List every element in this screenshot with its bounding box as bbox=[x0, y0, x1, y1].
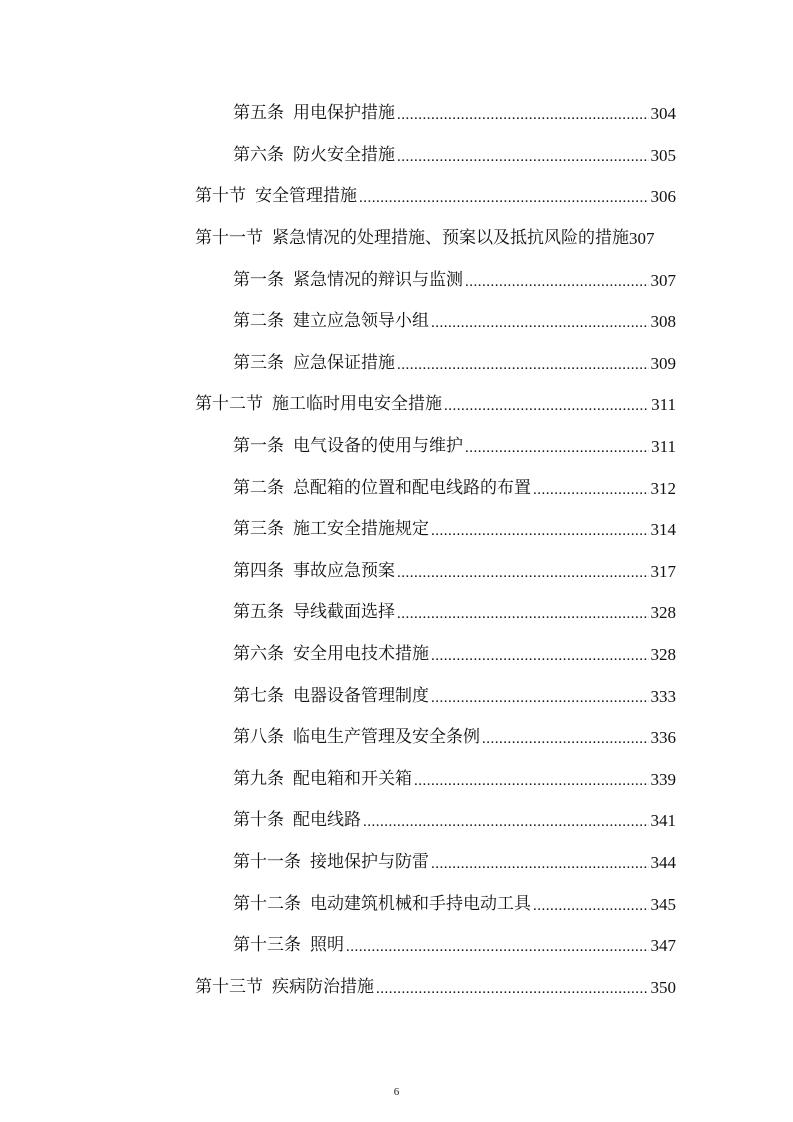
toc-entry-page: 309 bbox=[650, 353, 676, 373]
toc-entry-number: 第九条 bbox=[233, 768, 284, 789]
toc-entry-number: 第六条 bbox=[233, 144, 284, 165]
toc-entry[interactable] bbox=[0, 509, 676, 551]
toc-entry[interactable] bbox=[0, 135, 676, 177]
toc-entry[interactable] bbox=[0, 925, 676, 967]
toc-dot-leader bbox=[431, 689, 649, 706]
toc-entry-number: 第十二条 bbox=[233, 893, 301, 914]
toc-entry-page: 314 bbox=[650, 520, 676, 540]
toc-entry-page: 307 bbox=[629, 229, 655, 249]
toc-entry-title: 配电箱和开关箱 bbox=[293, 768, 412, 789]
toc-dot-leader bbox=[397, 605, 649, 622]
toc-entry[interactable] bbox=[0, 592, 676, 634]
toc-entry-page: 308 bbox=[650, 312, 676, 332]
toc-entry-title: 配电线路 bbox=[293, 810, 361, 831]
toc-dot-leader bbox=[397, 148, 649, 165]
toc-entry[interactable] bbox=[0, 551, 676, 593]
toc-entry-title: 防火安全措施 bbox=[293, 144, 395, 165]
toc-entry-title: 接地保护与防雷 bbox=[310, 851, 429, 872]
toc-entry[interactable] bbox=[0, 176, 676, 218]
toc-entry-page: 328 bbox=[650, 645, 676, 665]
toc-entry-title: 导线截面选择 bbox=[293, 602, 395, 623]
toc-entry-page: 333 bbox=[650, 686, 676, 706]
toc-entry-number: 第八条 bbox=[233, 727, 284, 748]
toc-entry-title: 紧急情况的辩识与监测 bbox=[293, 269, 463, 290]
toc-entry-title: 安全用电技术措施 bbox=[293, 644, 429, 665]
toc-dot-leader bbox=[431, 314, 649, 331]
toc-dot-leader bbox=[465, 273, 649, 290]
toc-entry-page: 336 bbox=[650, 728, 676, 748]
toc-dot-leader bbox=[431, 647, 649, 664]
toc-entry-number: 第二条 bbox=[233, 311, 284, 332]
toc-entry[interactable] bbox=[0, 384, 676, 426]
toc-dot-leader bbox=[346, 938, 649, 955]
toc-entry-number: 第五条 bbox=[233, 602, 284, 623]
toc-entry-page: 312 bbox=[650, 478, 676, 498]
toc-dot-leader bbox=[397, 356, 649, 373]
toc-entry-number: 第一条 bbox=[233, 269, 284, 290]
toc-entry-page: 328 bbox=[650, 603, 676, 623]
toc-entry-title: 照明 bbox=[310, 935, 344, 956]
toc-entry-page: 350 bbox=[650, 977, 676, 997]
toc-entry-number: 第十二节 bbox=[195, 394, 263, 415]
toc-entry[interactable] bbox=[0, 966, 676, 1008]
toc-entry-number: 第三条 bbox=[233, 352, 284, 373]
toc-dot-leader bbox=[465, 439, 649, 456]
toc-entry[interactable] bbox=[0, 883, 676, 925]
toc-dot-leader bbox=[533, 481, 649, 498]
toc-entry-page: 306 bbox=[650, 187, 676, 207]
toc-entry-title: 临电生产管理及安全条例 bbox=[293, 727, 480, 748]
toc-entry-title: 施工临时用电安全措施 bbox=[272, 394, 442, 415]
toc-entry-number: 第二条 bbox=[233, 477, 284, 498]
toc-entry-page: 339 bbox=[650, 769, 676, 789]
toc-entry[interactable] bbox=[0, 426, 676, 468]
toc-entry-number: 第七条 bbox=[233, 685, 284, 706]
toc-entry[interactable] bbox=[0, 93, 676, 135]
toc-entry-title: 电器设备管理制度 bbox=[293, 685, 429, 706]
toc-entry-title: 紧急情况的处理措施、预案以及抵抗风险的措施 bbox=[272, 228, 629, 249]
toc-entry[interactable] bbox=[0, 301, 676, 343]
toc-entry-page: 345 bbox=[650, 894, 676, 914]
toc-entry[interactable] bbox=[0, 343, 676, 385]
toc-entry-number: 第六条 bbox=[233, 644, 284, 665]
toc-entry[interactable] bbox=[0, 467, 676, 509]
toc-dot-leader bbox=[431, 855, 649, 872]
toc-dot-leader bbox=[359, 189, 649, 206]
toc-entry-page: 317 bbox=[650, 561, 676, 581]
toc-entry[interactable] bbox=[0, 634, 676, 676]
toc-entry-number: 第三条 bbox=[233, 519, 284, 540]
toc-entry[interactable] bbox=[0, 759, 676, 801]
toc-entry-number: 第十节 bbox=[195, 186, 246, 207]
toc-entry-page: 344 bbox=[650, 852, 676, 872]
toc-entry-title: 应急保证措施 bbox=[293, 352, 395, 373]
toc-entry-title: 疾病防治措施 bbox=[272, 976, 374, 997]
toc-entry-title: 建立应急领导小组 bbox=[293, 311, 429, 332]
toc-dot-leader bbox=[482, 730, 649, 747]
toc-dot-leader bbox=[397, 106, 649, 123]
toc-entry[interactable] bbox=[0, 842, 676, 884]
toc-entry-number: 第五条 bbox=[233, 103, 284, 124]
toc-entry-page: 347 bbox=[650, 936, 676, 956]
toc-entry[interactable] bbox=[0, 218, 676, 260]
toc-entry-title: 施工安全措施规定 bbox=[293, 519, 429, 540]
toc-entry[interactable] bbox=[0, 717, 676, 759]
page-number: 6 bbox=[393, 1086, 400, 1098]
toc-entry[interactable] bbox=[0, 259, 676, 301]
toc-entry[interactable] bbox=[0, 800, 676, 842]
toc-dot-leader bbox=[397, 564, 649, 581]
toc-entry-title: 总配箱的位置和配电线路的布置 bbox=[293, 477, 531, 498]
toc-entry-number: 第十一条 bbox=[233, 851, 301, 872]
toc-entry-title: 事故应急预案 bbox=[293, 560, 395, 581]
toc-entry-number: 第四条 bbox=[233, 560, 284, 581]
toc-entry[interactable] bbox=[0, 675, 676, 717]
toc-entry-page: 311 bbox=[651, 437, 676, 457]
toc-entry-number: 第十一节 bbox=[195, 228, 263, 249]
toc-entry-number: 第十三条 bbox=[233, 935, 301, 956]
toc-dot-leader bbox=[363, 813, 649, 830]
toc-entry-number: 第十三节 bbox=[195, 976, 263, 997]
toc-entry-title: 安全管理措施 bbox=[255, 186, 357, 207]
table-of-contents bbox=[0, 93, 793, 1008]
toc-entry-page: 311 bbox=[651, 395, 676, 415]
toc-entry-page: 305 bbox=[650, 145, 676, 165]
toc-dot-leader bbox=[414, 772, 649, 789]
toc-entry-title: 用电保护措施 bbox=[293, 103, 395, 124]
toc-entry-page: 341 bbox=[650, 811, 676, 831]
toc-entry-page: 304 bbox=[650, 104, 676, 124]
toc-dot-leader bbox=[444, 397, 649, 414]
toc-entry-title: 电动建筑机械和手持电动工具 bbox=[310, 893, 531, 914]
toc-dot-leader bbox=[376, 980, 649, 997]
toc-entry-title: 电气设备的使用与维护 bbox=[293, 436, 463, 457]
toc-dot-leader bbox=[533, 897, 649, 914]
toc-entry-number: 第十条 bbox=[233, 810, 284, 831]
toc-dot-leader bbox=[431, 522, 649, 539]
toc-entry-number: 第一条 bbox=[233, 436, 284, 457]
toc-entry-page: 307 bbox=[650, 270, 676, 290]
